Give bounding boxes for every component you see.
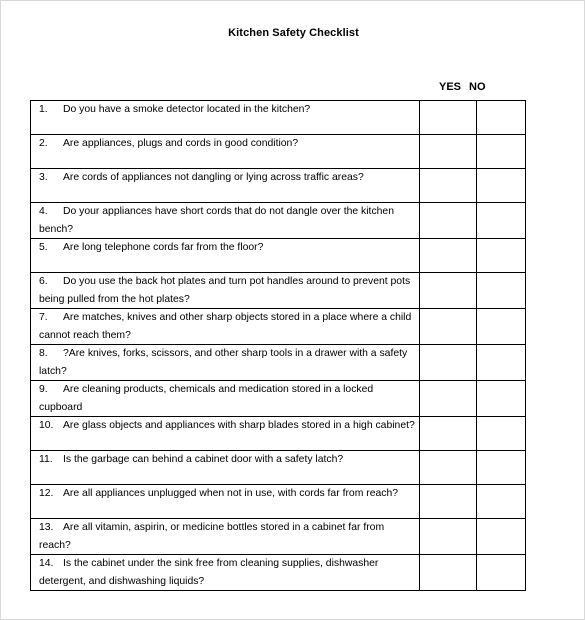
question-text: Are appliances, plugs and cords in good condition? [63,138,299,149]
question-cell [31,273,420,309]
question-text: Are all appliances unplugged when not in use, with cords far from reach? [63,488,399,499]
question-text: Are cleaning products, chemicals and medication stored in a locked cupboard [39,384,374,413]
question-cell [31,345,420,381]
checklist-row [31,519,526,555]
question-number: 9. [39,384,48,395]
no-checkbox-cell[interactable] [477,239,526,273]
question-text: Are matches, knives and other sharp objects stored in a place where a child cannot reach them? [39,312,412,341]
no-checkbox-cell[interactable] [477,273,526,309]
question-number: 4. [39,206,48,217]
checklist-row [31,135,526,169]
question-text: Are cords of appliances not dangling or lying across traffic areas? [63,172,364,183]
yes-checkbox-cell[interactable] [420,273,477,309]
checklist-row [31,451,526,485]
no-checkbox-cell[interactable] [477,519,526,555]
question-cell [31,309,420,345]
checklist-row [31,239,526,273]
question-cell [31,203,420,239]
question-number: 7. [39,312,48,323]
yes-checkbox-cell[interactable] [420,381,477,417]
yes-checkbox-cell[interactable] [420,101,477,135]
checklist-row [31,309,526,345]
question-cell [31,101,420,135]
question-number: 14. [39,558,54,569]
question-cell [31,519,420,555]
no-checkbox-cell[interactable] [477,485,526,519]
no-checkbox-cell[interactable] [477,555,526,591]
checklist-row [31,345,526,381]
yes-column-header: YES [439,81,462,93]
yes-checkbox-cell[interactable] [420,417,477,451]
question-text: Is the garbage can behind a cabinet door with a safety latch? [63,454,344,465]
question-number: 13. [39,522,54,533]
question-cell [31,169,420,203]
no-checkbox-cell[interactable] [477,101,526,135]
question-text: Do you use the back hot plates and turn pot handles around to prevent pots being pulled from the hot plates? [39,276,411,305]
yes-checkbox-cell[interactable] [420,519,477,555]
no-checkbox-cell[interactable] [477,345,526,381]
question-number: 1. [39,104,48,115]
question-cell [31,239,420,273]
yes-checkbox-cell[interactable] [420,203,477,239]
yes-checkbox-cell[interactable] [420,309,477,345]
yes-checkbox-cell[interactable] [420,239,477,273]
question-cell [31,135,420,169]
question-cell [31,381,420,417]
question-text: Do your appliances have short cords that do not dangle over the kitchen bench? [39,206,394,235]
no-checkbox-cell[interactable] [477,203,526,239]
question-number: 6. [39,276,48,287]
checklist-row [31,273,526,309]
no-checkbox-cell[interactable] [477,381,526,417]
checklist-row [31,169,526,203]
yes-checkbox-cell[interactable] [420,169,477,203]
question-text: Are glass objects and appliances with sharp blades stored in a high cabinet? [63,420,415,431]
question-number: 3. [39,172,48,183]
no-column-header: NO [469,81,486,93]
yes-checkbox-cell[interactable] [420,485,477,519]
checklist-table [30,100,526,591]
question-number: 5. [39,242,48,253]
question-number: 12. [39,488,54,499]
question-cell [31,485,420,519]
yes-checkbox-cell[interactable] [420,345,477,381]
yes-checkbox-cell[interactable] [420,135,477,169]
yes-checkbox-cell[interactable] [420,555,477,591]
question-text: Do you have a smoke detector located in the kitchen? [63,104,311,115]
question-cell [31,555,420,591]
question-text: Are all vitamin, aspirin, or medicine bottles stored in a cabinet far from reach? [39,522,385,551]
no-checkbox-cell[interactable] [477,309,526,345]
checklist-row [31,417,526,451]
no-checkbox-cell[interactable] [477,135,526,169]
question-cell [31,417,420,451]
no-checkbox-cell[interactable] [477,169,526,203]
question-cell [31,451,420,485]
no-checkbox-cell[interactable] [477,451,526,485]
yes-checkbox-cell[interactable] [420,451,477,485]
page-title: Kitchen Safety Checklist [228,27,359,39]
question-number: 2. [39,138,48,149]
question-text: ?Are knives, forks, scissors, and other sharp tools in a drawer with a safety latch? [39,348,408,377]
no-checkbox-cell[interactable] [477,417,526,451]
checklist-row [31,555,526,591]
question-number: 11. [39,454,53,465]
checklist-row [31,485,526,519]
question-number: 8. [39,348,48,359]
checklist-row [31,101,526,135]
checklist-row [31,381,526,417]
question-text: Are long telephone cords far from the floor? [63,242,264,253]
question-number: 10. [39,420,54,431]
question-text: Is the cabinet under the sink free from cleaning supplies, dishwasher detergent, and dishwashing liquids? [39,558,379,587]
checklist-row [31,203,526,239]
